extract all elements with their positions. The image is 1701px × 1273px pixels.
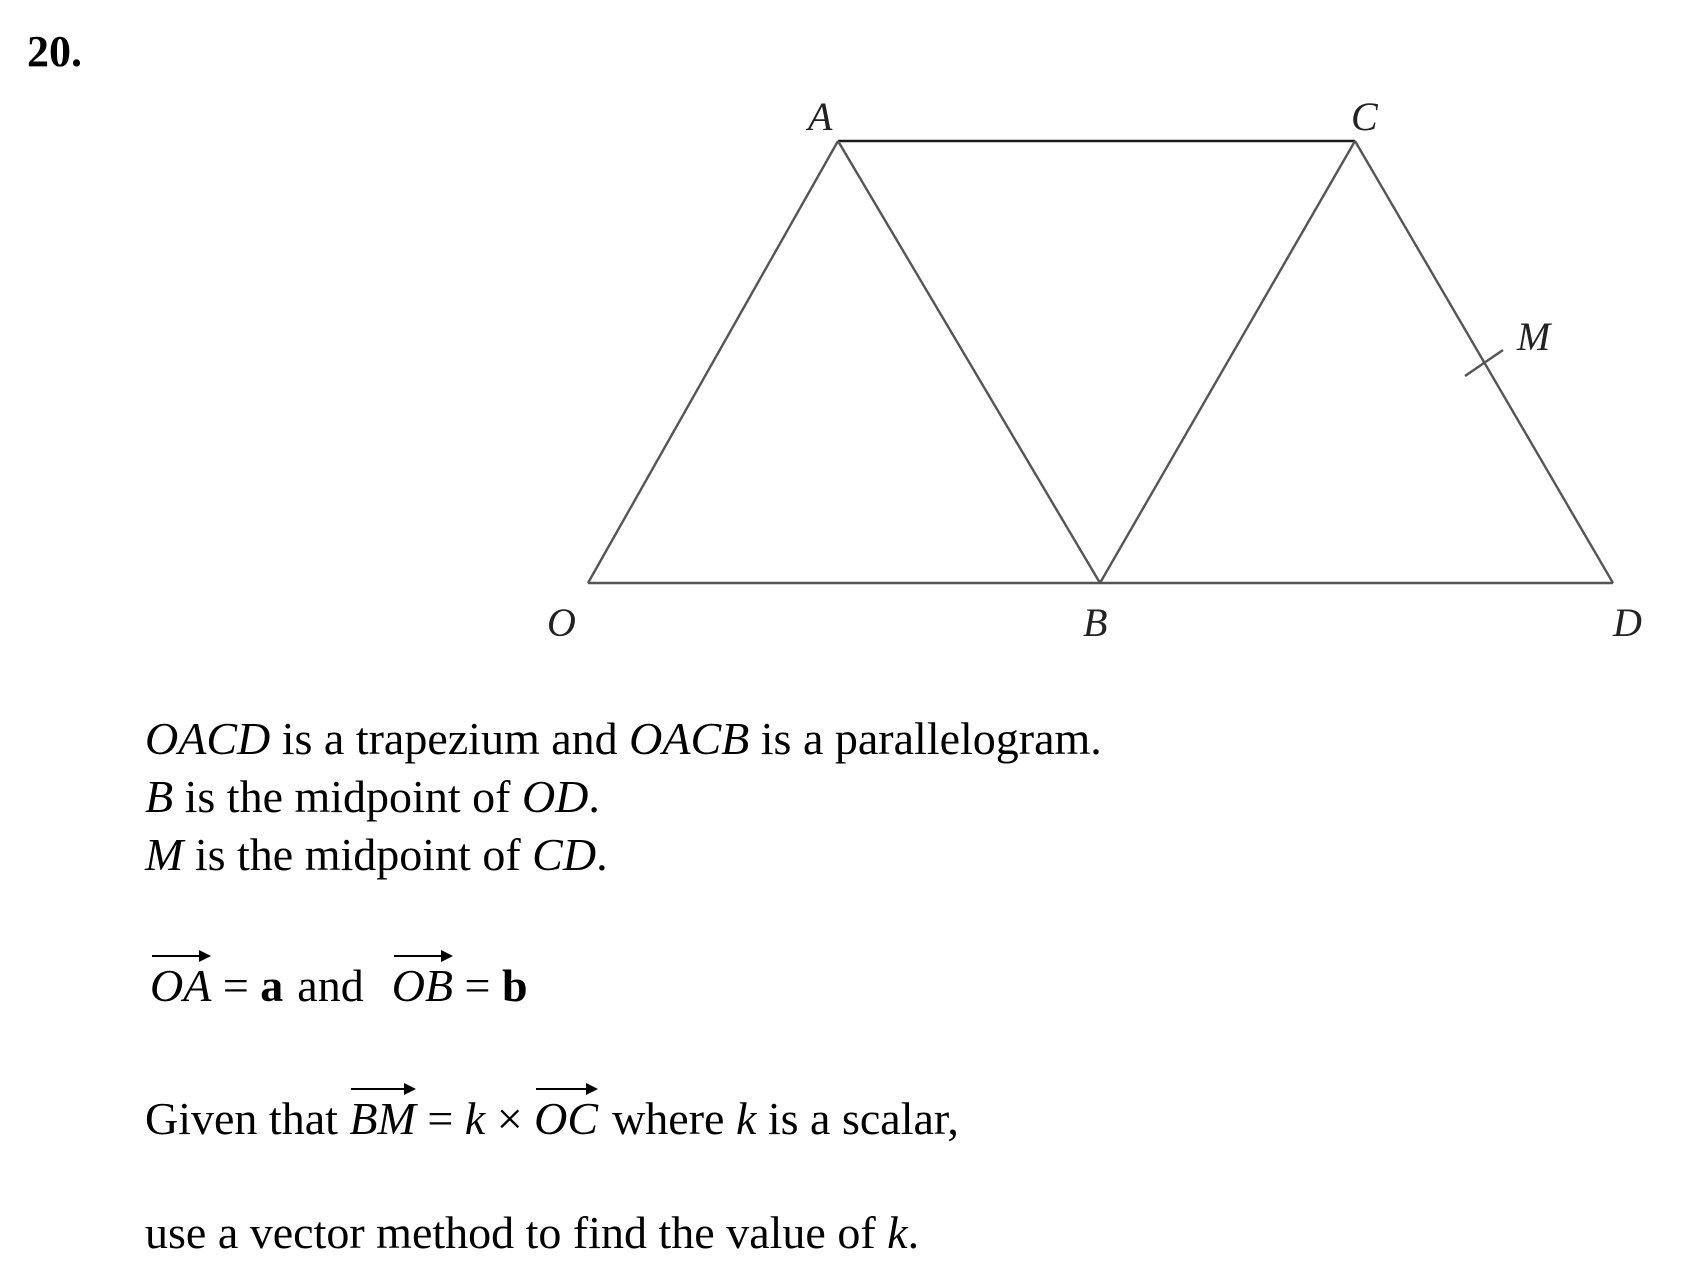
scalar-k: k [887, 1207, 908, 1258]
given-suffix: is a scalar, [756, 1093, 959, 1144]
task-suffix: . [907, 1207, 920, 1258]
statement-text: is a trapezium and [270, 713, 630, 764]
midpoint-tick-M [1465, 350, 1503, 376]
edge-AB [838, 141, 1100, 583]
edge-OA [588, 141, 838, 583]
label-A: A [808, 94, 833, 139]
vector-definitions [150, 955, 528, 1009]
label-C: C [1351, 94, 1378, 139]
equals-sign: = [211, 960, 261, 1011]
vector-a-symbol: a [260, 960, 284, 1011]
given-condition [145, 1088, 959, 1142]
statement-text: . [596, 829, 608, 880]
label-M: M [1517, 314, 1551, 359]
statement-text: is a parallelogram. [749, 713, 1102, 764]
given-prefix: Given that [145, 1093, 350, 1144]
task-instruction [145, 1207, 920, 1258]
statement-text: is the midpoint of [183, 829, 533, 880]
times-sign: × [485, 1093, 535, 1144]
label-D: D [1613, 600, 1642, 645]
label-B: B [1083, 600, 1108, 645]
equals-sign: = [415, 1093, 465, 1144]
where-word: where [612, 1093, 736, 1144]
vector-ob: OB [392, 955, 453, 1009]
statement-midpoint-b [145, 771, 600, 822]
scalar-k: k [464, 1093, 486, 1144]
equals-sign: = [453, 960, 502, 1011]
task-prefix: use a vector method to find the value of [145, 1207, 888, 1258]
vector-oc: OC [534, 1088, 598, 1142]
vector-oa: OA [150, 955, 211, 1009]
label-O: O [547, 600, 576, 645]
point-b: B [145, 771, 174, 822]
shape-oacd: OACD [145, 713, 271, 764]
segment-od: OD [521, 771, 589, 822]
statement-text: is the midpoint of [173, 771, 522, 822]
scalar-k: k [735, 1093, 757, 1144]
statement-midpoint-m [145, 829, 608, 880]
question-number: 20. [27, 27, 82, 76]
edge-BC [1100, 141, 1355, 583]
vector-b-symbol: b [501, 960, 528, 1011]
statement-text: . [588, 771, 600, 822]
and-word: and [297, 960, 364, 1011]
point-m: M [145, 829, 184, 880]
statement-trapezium [145, 713, 1102, 764]
vector-bm: BM [349, 1088, 415, 1142]
shape-oacb: OACB [629, 713, 750, 764]
segment-cd: CD [532, 829, 597, 880]
